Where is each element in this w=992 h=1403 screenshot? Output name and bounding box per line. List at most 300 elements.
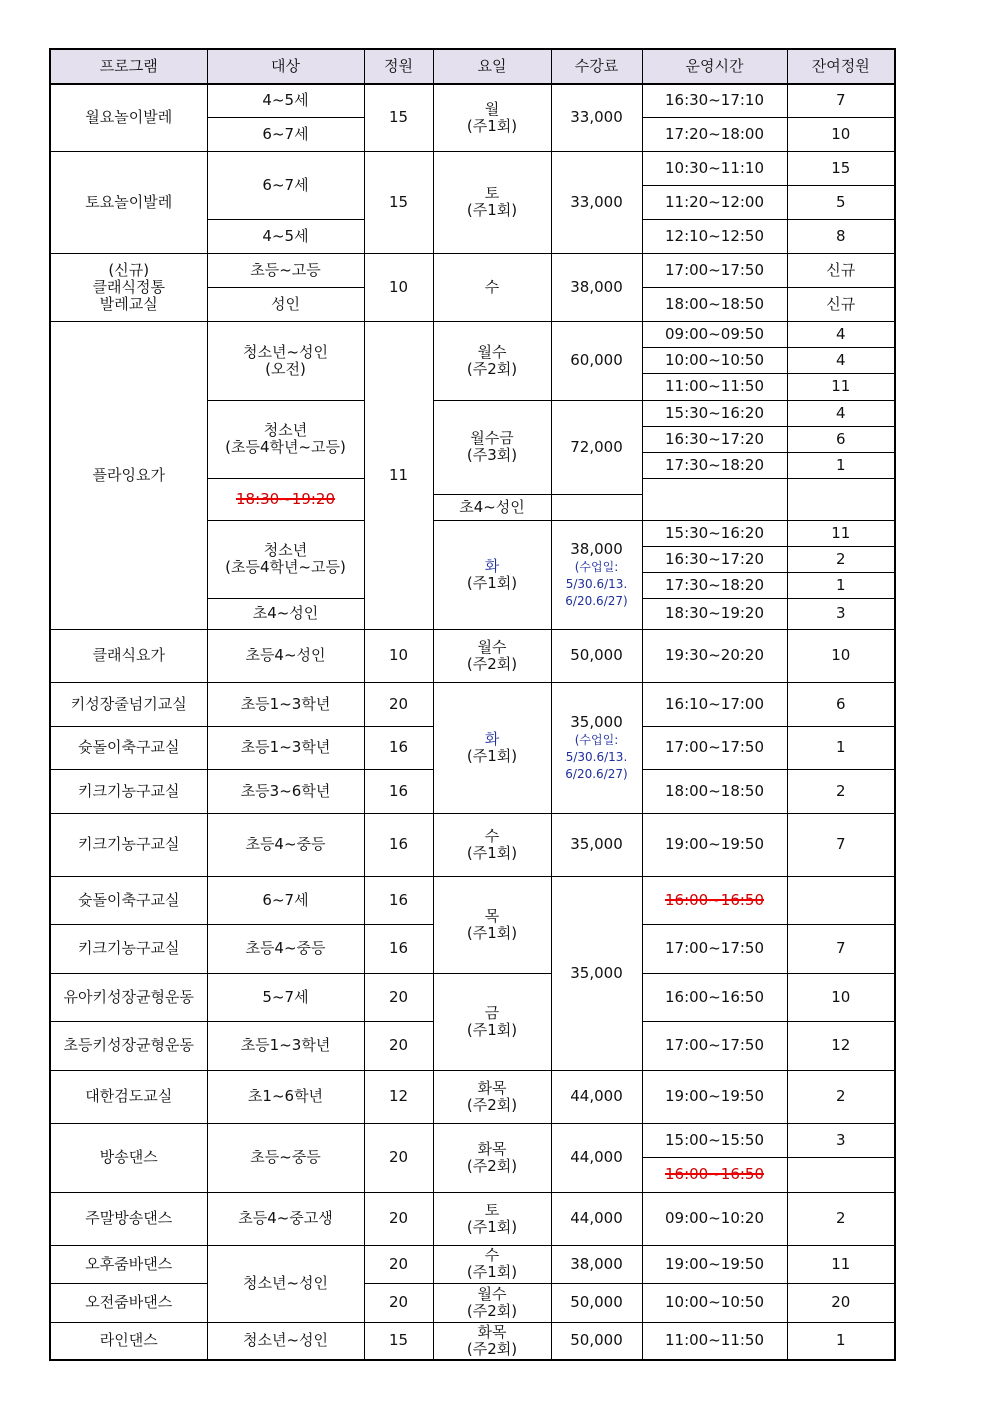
table-cell — [50, 84, 207, 151]
cell-text: 초등키성장균형운동 — [63, 1036, 194, 1054]
cell-text: 17:30~18:20 — [664, 575, 765, 594]
cell-text: 33,000 — [570, 192, 623, 211]
cell-text: 수 (주1회) — [466, 1246, 518, 1281]
cell-text: 초등4~중고생 — [238, 1209, 333, 1227]
cell-text: 11 — [831, 523, 851, 542]
table-cell — [787, 452, 895, 478]
cell-text: 초4~성인 — [252, 604, 319, 622]
cell-text: 6~7세 — [262, 124, 309, 143]
table-cell — [50, 1245, 207, 1283]
table-cell — [787, 876, 895, 924]
table-cell — [364, 813, 433, 876]
cell-text: 17:30~18:20 — [664, 455, 765, 474]
cell-text: 72,000 — [570, 437, 623, 456]
table-cell — [50, 321, 207, 629]
cell-text: 5 — [835, 192, 846, 211]
table-row — [50, 253, 895, 287]
cell-text: 월수 (주2회) — [466, 342, 518, 378]
cell-text: 10 — [831, 124, 851, 143]
cell-text: 33,000 — [570, 108, 623, 127]
table-cell — [787, 219, 895, 253]
table-cell — [642, 1021, 787, 1070]
cell-text: 20 — [388, 1036, 409, 1054]
table-cell — [642, 1123, 787, 1157]
table-cell — [364, 1021, 433, 1070]
cell-text: 15 — [388, 192, 409, 211]
table-cell — [642, 1070, 787, 1123]
table-cell — [642, 253, 787, 287]
cell-text: 오전줌바댄스 — [85, 1293, 173, 1311]
table-cell — [642, 151, 787, 185]
cell-text: 10:30~11:10 — [664, 158, 765, 177]
table-cell — [207, 117, 364, 151]
cell-text: 16 — [388, 939, 409, 957]
cell-text: 청소년~성인 (오전) — [242, 342, 329, 378]
table-cell — [787, 84, 895, 117]
header-remaining: 잔여정원 — [787, 49, 895, 84]
cell-text: 18:00~18:50 — [664, 781, 765, 800]
table-cell — [207, 924, 364, 973]
table-cell — [551, 682, 642, 813]
table-cell — [551, 151, 642, 253]
cell-text: 16 — [388, 890, 409, 909]
cell-text: 월수 (주2회) — [466, 637, 518, 673]
table-cell — [207, 598, 364, 629]
table-cell — [642, 321, 787, 347]
cell-text: 35,000 — [570, 835, 623, 853]
table-row — [50, 321, 895, 347]
cell-text: 18:30~19:20 — [664, 604, 765, 622]
table-cell — [787, 682, 895, 726]
header-program: 프로그램 — [50, 49, 207, 84]
table-cell — [642, 84, 787, 117]
cell-text: 19:00~19:50 — [664, 1087, 765, 1105]
cell-text: 2 — [835, 1087, 846, 1105]
table-cell — [787, 1157, 895, 1192]
table-cell — [787, 769, 895, 813]
cell-text: 19:30~20:20 — [664, 646, 765, 664]
cell-text: 7 — [835, 939, 846, 957]
cell-text: 1 — [835, 738, 846, 756]
table-cell — [433, 84, 551, 151]
table-cell — [433, 813, 551, 876]
table-cell — [207, 1123, 364, 1192]
cell-text: 4 — [835, 324, 846, 343]
table-cell — [642, 1192, 787, 1245]
cell-text: 성인 — [271, 294, 300, 313]
cell-text: 20 — [388, 694, 409, 713]
cell-text: 화목 (주2회) — [466, 1322, 518, 1358]
cell-text: 17:00~17:50 — [664, 939, 765, 957]
cell-text: 16:00~16:50 — [664, 987, 765, 1006]
table-cell — [364, 321, 433, 629]
table-row — [50, 682, 895, 726]
cell-text: 화목 (주2회) — [466, 1139, 518, 1175]
table-cell — [642, 726, 787, 769]
table-cell — [642, 478, 787, 520]
cell-text: 초4~성인 — [459, 497, 525, 516]
cell-text: 4~5세 — [262, 91, 309, 110]
table-cell — [364, 682, 433, 726]
table-cell — [50, 1021, 207, 1070]
cell-text: (신규) 클래식정통 발레교실 — [92, 260, 165, 313]
cell-text: 초1~6학년 — [247, 1087, 324, 1105]
cell-text: 16:30~17:10 — [664, 91, 765, 110]
table-cell — [364, 151, 433, 253]
cell-text: 유아키성장균형운동 — [63, 987, 194, 1006]
cell-text: 11:00~11:50 — [664, 1331, 765, 1350]
cell-text: 12 — [388, 1087, 409, 1105]
cell-text: 2 — [835, 781, 846, 800]
table-cell — [364, 84, 433, 151]
table-cell — [433, 1322, 551, 1360]
cell-text: 3 — [835, 604, 846, 622]
table-cell — [207, 629, 364, 682]
cell-text: 6~7세 — [262, 890, 309, 909]
table-cell — [207, 1322, 364, 1360]
cell-text: 12:10~12:50 — [664, 226, 765, 245]
cell-text: 60,000 — [570, 351, 623, 369]
table-cell — [642, 426, 787, 452]
table-cell — [50, 1322, 207, 1360]
cell-text: 2 — [835, 1209, 846, 1227]
cell-text: 10 — [388, 646, 409, 664]
cell-text: 초등1~3학년 — [240, 738, 331, 756]
table-cell — [50, 973, 207, 1021]
cell-text: 17:00~17:50 — [664, 1036, 765, 1054]
table-cell — [787, 1192, 895, 1245]
cell-text: 38,000 — [570, 277, 623, 296]
cell-text: 수 (주1회) — [466, 826, 518, 862]
table-cell — [207, 813, 364, 876]
cell-text: 50,000 — [570, 1331, 623, 1350]
cell-text: 1 — [835, 1331, 846, 1350]
table-cell — [207, 84, 364, 117]
table-cell — [364, 1123, 433, 1192]
cell-text: 35,000 — [570, 712, 623, 731]
cell-text: 50,000 — [570, 646, 623, 664]
table-cell — [551, 321, 642, 400]
table-cell — [787, 1123, 895, 1157]
cell-text: 11 — [831, 1254, 851, 1273]
table-cell — [551, 84, 642, 151]
table-cell — [787, 572, 895, 598]
table-cell — [642, 629, 787, 682]
table-row — [50, 1245, 895, 1283]
cell-text: 38,000 — [570, 1254, 623, 1273]
table-row — [50, 84, 895, 117]
table-cell — [642, 769, 787, 813]
cell-text: 키크기농구교실 — [78, 939, 180, 957]
cell-text: 7 — [835, 835, 846, 853]
table-cell — [207, 478, 364, 520]
table-cell — [433, 629, 551, 682]
table-cell — [433, 151, 551, 253]
table-cell — [551, 1322, 642, 1360]
table-cell — [364, 1070, 433, 1123]
cell-text: 16:00~16:50 — [664, 890, 765, 909]
cell-text: 슛돌이축구교실 — [78, 890, 180, 909]
table-cell — [787, 426, 895, 452]
table-cell — [642, 924, 787, 973]
table-cell — [433, 682, 551, 813]
cell-text: 4 — [835, 403, 846, 422]
cell-text: 16:00~16:50 — [664, 1165, 765, 1183]
cell-text: 10 — [831, 646, 851, 664]
cell-text: 17:00~17:50 — [664, 738, 765, 756]
table-cell — [433, 253, 551, 321]
cell-text: 20 — [388, 1254, 409, 1273]
table-row — [50, 973, 895, 1021]
cell-text: 대한검도교실 — [85, 1087, 173, 1105]
cell-text: 16:10~17:00 — [664, 694, 765, 713]
table-row — [50, 876, 895, 924]
cell-text: 15 — [831, 158, 851, 177]
table-cell — [642, 347, 787, 373]
table-cell — [787, 1283, 895, 1322]
table-cell — [787, 253, 895, 287]
cell-text: 16:30~17:20 — [664, 549, 765, 568]
table-cell — [207, 1192, 364, 1245]
header-row — [50, 49, 895, 84]
cell-text: 초등4~중등 — [245, 835, 326, 853]
table-cell — [207, 219, 364, 253]
table-row — [50, 1283, 895, 1322]
table-cell — [787, 347, 895, 373]
cell-text: 슛돌이축구교실 — [78, 738, 180, 756]
table-cell — [364, 924, 433, 973]
table-cell — [642, 973, 787, 1021]
cell-text: 15:30~16:20 — [664, 523, 765, 542]
cell-text: 토 (주1회) — [466, 184, 518, 219]
table-cell — [433, 1123, 551, 1192]
table-cell — [787, 1322, 895, 1360]
cell-text: 라인댄스 — [99, 1331, 158, 1350]
cell-text: 토 (주1회) — [466, 1200, 518, 1236]
table-cell — [787, 726, 895, 769]
table-body — [50, 84, 895, 1360]
cell-subtext: (수업일: 5/30.6/13. 6/20.6/27) — [565, 559, 628, 608]
table-cell — [433, 321, 551, 400]
table-row — [50, 1192, 895, 1245]
cell-text: 6 — [835, 429, 846, 448]
table-cell — [364, 726, 433, 769]
cell-text: 17:20~18:00 — [664, 124, 765, 143]
table-cell — [207, 151, 364, 219]
table-cell — [364, 629, 433, 682]
cell-text: 화 — [484, 729, 500, 748]
table-cell — [642, 373, 787, 400]
cell-text: 16 — [388, 835, 409, 853]
table-cell — [787, 598, 895, 629]
table-cell — [787, 1070, 895, 1123]
cell-text: 초등~고등 — [250, 260, 321, 279]
cell-text: 11 — [388, 465, 409, 484]
header-capacity: 정원 — [364, 49, 433, 84]
cell-text: 44,000 — [570, 1087, 623, 1105]
table-cell — [207, 1021, 364, 1070]
table-cell — [433, 1192, 551, 1245]
table-cell — [787, 629, 895, 682]
table-cell — [642, 1245, 787, 1283]
cell-text: 20 — [831, 1293, 851, 1311]
cell-text: 초등4~성인 — [245, 646, 326, 664]
table-cell — [787, 1021, 895, 1070]
table-cell — [207, 769, 364, 813]
table-cell — [642, 1283, 787, 1322]
cell-text: 6 — [835, 694, 846, 713]
table-cell — [207, 321, 364, 400]
table-cell — [50, 1192, 207, 1245]
table-cell — [50, 813, 207, 876]
table-cell — [50, 769, 207, 813]
cell-subtext: (수업일: 5/30.6/13. 6/20.6/27) — [565, 732, 628, 781]
table-cell — [364, 1322, 433, 1360]
table-cell — [364, 973, 433, 1021]
table-cell — [364, 1283, 433, 1322]
cell-text: 10:00~10:50 — [664, 1293, 765, 1311]
cell-text: 월수금 (주3회) — [466, 429, 518, 464]
cell-text: 15:00~15:50 — [664, 1130, 765, 1149]
table-cell — [551, 876, 642, 1070]
cell-text: 4~5세 — [262, 226, 309, 245]
cell-text: 월 (주1회) — [466, 99, 518, 135]
cell-text: 토요놀이발레 — [85, 192, 173, 211]
cell-text: 청소년 (초등4학년~고등) — [225, 421, 346, 456]
table-cell — [642, 287, 787, 321]
table-row — [50, 629, 895, 682]
cell-text: 17:00~17:50 — [664, 260, 765, 279]
table-cell — [642, 598, 787, 629]
cell-text: 09:00~10:20 — [664, 1209, 765, 1227]
cell-text: 청소년~성인 — [242, 1331, 329, 1350]
cell-text: 20 — [388, 1209, 409, 1227]
table-cell — [207, 520, 364, 598]
cell-text: 11 — [831, 377, 851, 395]
cell-text: 7 — [835, 91, 846, 110]
table-cell — [207, 973, 364, 1021]
table-row — [50, 1070, 895, 1123]
table-row — [50, 813, 895, 876]
cell-text: 1 — [835, 455, 846, 474]
table-cell — [50, 629, 207, 682]
table-cell — [551, 1070, 642, 1123]
cell-text: 월요놀이발레 — [85, 108, 173, 127]
table-cell — [207, 287, 364, 321]
table-cell — [50, 726, 207, 769]
table-cell — [50, 1283, 207, 1322]
header-day: 요일 — [433, 49, 551, 84]
cell-text: 금 (주1회) — [466, 1003, 518, 1039]
table-cell — [551, 629, 642, 682]
table-cell — [433, 973, 551, 1070]
table-cell — [642, 682, 787, 726]
table-cell — [551, 813, 642, 876]
cell-text: 15:30~16:20 — [664, 403, 765, 422]
cell-text: 키크기농구교실 — [78, 781, 180, 800]
cell-text: 청소년 (초등4학년~고등) — [225, 541, 346, 576]
cell-text: 16:30~17:20 — [664, 429, 765, 448]
table-row — [50, 151, 895, 185]
cell-text: 44,000 — [570, 1148, 623, 1166]
cell-text: 수 — [484, 277, 500, 296]
table-cell — [642, 876, 787, 924]
table-cell — [50, 876, 207, 924]
table-cell — [207, 1245, 364, 1322]
cell-text: 20 — [388, 987, 409, 1006]
table-row — [50, 1123, 895, 1157]
table-cell — [364, 1192, 433, 1245]
table-cell — [433, 520, 551, 629]
cell-text: 키성장줄넘기교실 — [70, 694, 187, 713]
table-row — [50, 1322, 895, 1360]
table-cell — [50, 151, 207, 253]
cell-text: 초등~중등 — [250, 1148, 321, 1166]
cell-text: 15 — [388, 1331, 409, 1350]
cell-text: 월수 (주2회) — [466, 1284, 518, 1320]
table-cell — [551, 1283, 642, 1322]
cell-text: 화목 (주2회) — [466, 1078, 518, 1114]
table-cell — [787, 287, 895, 321]
cell-text: 키크기농구교실 — [78, 835, 180, 853]
table-cell — [787, 546, 895, 572]
program-schedule-table — [49, 48, 896, 1361]
cell-text: 09:00~09:50 — [664, 324, 765, 343]
cell-text: 플라잉요가 — [92, 465, 165, 484]
table-cell — [787, 973, 895, 1021]
cell-text: 35,000 — [570, 963, 623, 982]
table-cell — [551, 253, 642, 321]
table-cell — [50, 924, 207, 973]
cell-text: 신규 — [826, 294, 856, 313]
cell-text: 18:00~18:50 — [664, 294, 765, 313]
table-cell — [433, 494, 551, 520]
table-cell — [50, 1123, 207, 1192]
cell-text: 11:20~12:00 — [664, 192, 765, 211]
cell-text: 10 — [831, 987, 851, 1006]
cell-text: 18:30~19:20 — [235, 489, 336, 508]
table-cell — [364, 1245, 433, 1283]
cell-text: 초등1~3학년 — [240, 694, 331, 713]
header-time: 운영시간 — [642, 49, 787, 84]
table-cell — [787, 924, 895, 973]
cell-text: 4 — [835, 350, 846, 369]
table-cell — [551, 520, 642, 629]
table-cell — [433, 1070, 551, 1123]
cell-text: 클래식요가 — [92, 646, 165, 664]
cell-text: 3 — [835, 1130, 846, 1149]
table-cell — [207, 253, 364, 287]
header-fee: 수강료 — [551, 49, 642, 84]
table-cell — [551, 1192, 642, 1245]
table-cell — [787, 813, 895, 876]
table-cell — [433, 400, 551, 494]
cell-text: 20 — [388, 1148, 409, 1166]
table-cell — [207, 682, 364, 726]
table-cell — [787, 373, 895, 400]
cell-text: 10 — [388, 277, 409, 296]
table-cell — [642, 520, 787, 546]
cell-text: 11:00~11:50 — [664, 377, 765, 395]
cell-text: 15 — [388, 108, 409, 127]
table-cell — [207, 876, 364, 924]
cell-text: 19:00~19:50 — [664, 1254, 765, 1273]
table-cell — [642, 546, 787, 572]
cell-text: 20 — [388, 1293, 409, 1311]
cell-text: 6~7세 — [262, 175, 309, 194]
table-cell — [642, 813, 787, 876]
cell-text: 2 — [835, 549, 846, 568]
